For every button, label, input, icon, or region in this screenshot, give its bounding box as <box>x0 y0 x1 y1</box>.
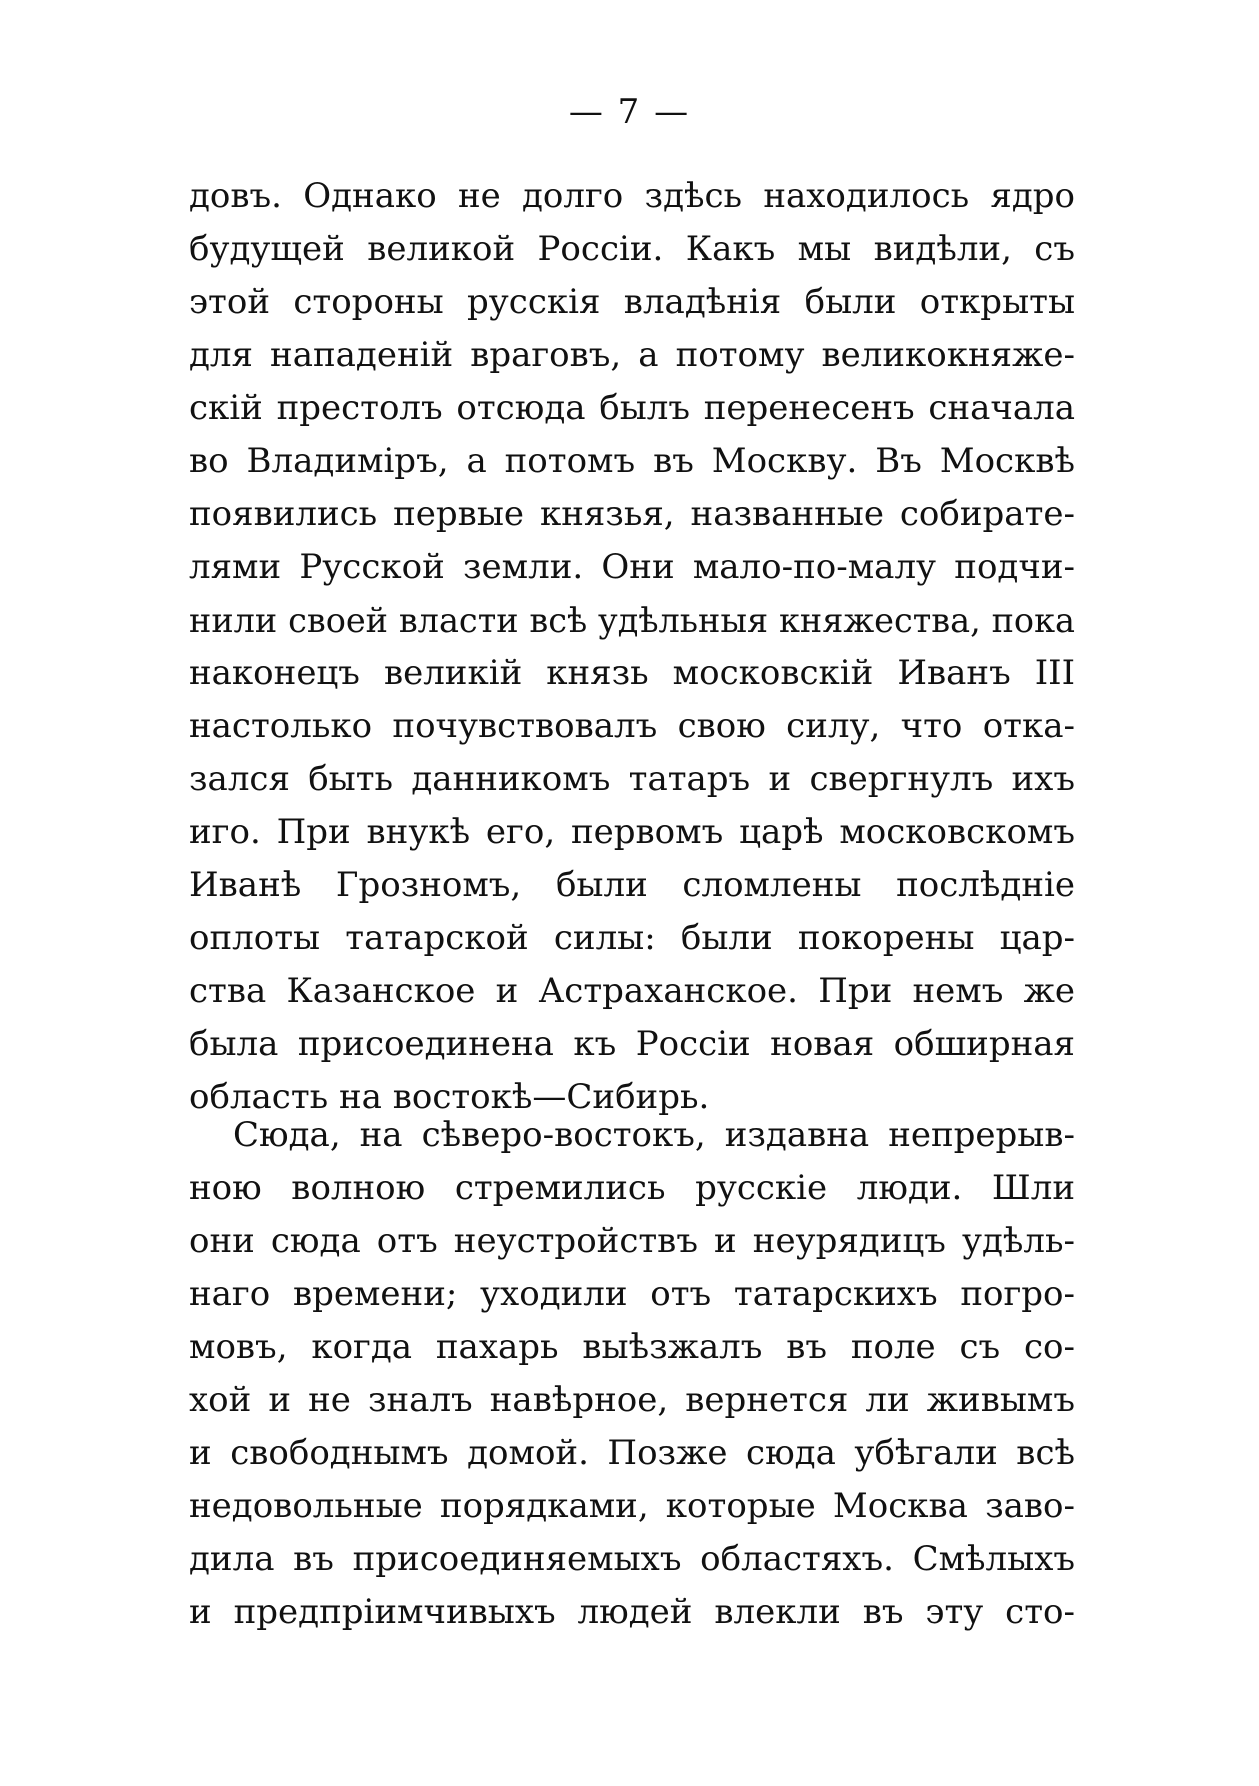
text-line: лями Русской земли. Они мало-по-малу подчи- <box>189 547 1075 587</box>
text-line: недовольные порядками, которые Москва заво- <box>189 1486 1075 1526</box>
text-line: иго. При внукѣ его, первомъ царѣ московскомъ <box>189 812 1075 852</box>
text-line: появились первые князья, названные собирате- <box>189 494 1075 534</box>
page-number: — 7 — <box>568 92 691 132</box>
text-line: ною волною стремились русскіе люди. Шли <box>189 1168 1075 1208</box>
text-line: зался быть данникомъ татаръ и свергнулъ ихъ <box>189 759 1075 799</box>
text-line: нили своей власти всѣ удѣльныя княжества, пока <box>189 601 1075 640</box>
text-line: во Владиміръ, а потомъ въ Москву. Въ Москвѣ <box>189 441 1075 481</box>
text-line: они сюда отъ неустройствъ и неурядицъ удѣль- <box>189 1221 1075 1261</box>
text-line: наконецъ великій князь московскій Иванъ III <box>189 653 1075 693</box>
text-line: дила въ присоединяемыхъ областяхъ. Смѣлыхъ <box>189 1539 1075 1579</box>
text-line: и предпріимчивыхъ людей влекли въ эту сто- <box>189 1592 1075 1632</box>
text-line: скій престолъ отсюда былъ перенесенъ сначала <box>189 388 1075 428</box>
text-line: этой стороны русскія владѣнія были открыты <box>189 282 1075 322</box>
text-line: Иванѣ Грозномъ, были сломлены послѣдніе <box>189 865 1075 905</box>
paragraph-2 <box>189 1109 1075 1639</box>
text-line: мовъ, когда пахарь выѣзжалъ въ поле съ со- <box>189 1327 1075 1367</box>
paragraph-1 <box>189 170 1075 1124</box>
text-line: Сюда, на сѣверо-востокъ, издавна непрерыв- <box>233 1115 1075 1155</box>
text-line: хой и не зналъ навѣрное, вернется ли живымъ <box>189 1380 1075 1420</box>
text-line: оплоты татарской силы: были покорены цар- <box>189 918 1075 958</box>
text-line: и свободнымъ домой. Позже сюда убѣгали всѣ <box>189 1433 1075 1473</box>
text-line: ства Казанское и Астраханское. При немъ же <box>189 971 1075 1011</box>
text-line: была присоединена къ Россіи новая обширная <box>189 1024 1075 1064</box>
text-line: настолько почувствовалъ свою силу, что отка- <box>189 706 1075 746</box>
text-line: наго времени; уходили отъ татарскихъ погро- <box>189 1274 1075 1314</box>
text-line: будущей великой Россіи. Какъ мы видѣли, съ <box>189 229 1075 269</box>
text-line: довъ. Однако не долго здѣсь находилось ядро <box>189 176 1075 216</box>
text-line: область на востокѣ—Сибирь. <box>189 1077 710 1117</box>
text-line: для нападеній враговъ, а потому великокняже- <box>189 335 1075 375</box>
